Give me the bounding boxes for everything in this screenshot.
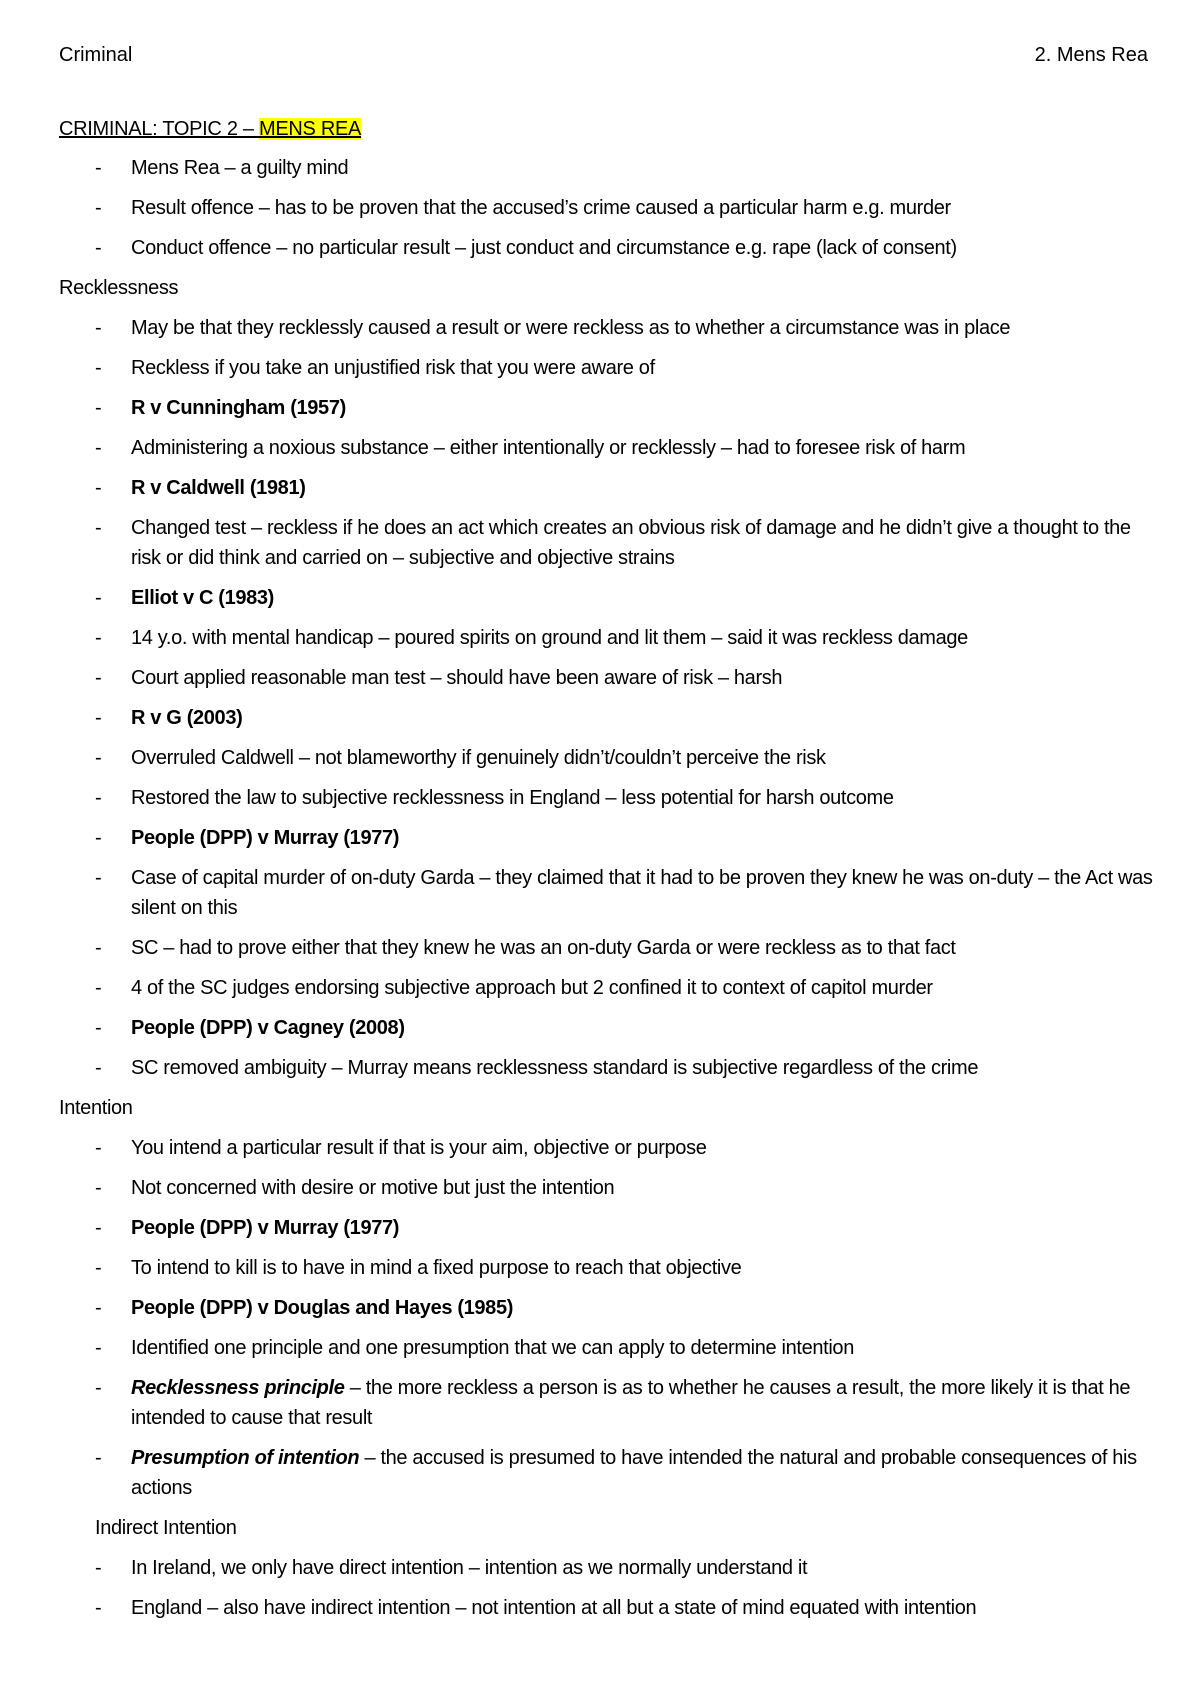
list-item-text: You intend a particular result if that is your aim, objective or purpose (131, 1137, 707, 1159)
list-item-text: To intend to kill is to have in mind a fixed purpose to reach that objective (131, 1257, 742, 1279)
list-item (57, 1053, 1157, 1083)
bullet: - (95, 1137, 102, 1159)
bullet: - (95, 197, 102, 219)
list-item-text: Conduct offence – no particular result – just conduct and circumstance e.g. rape (lack of consent) (131, 237, 957, 259)
document-body (57, 153, 1157, 1633)
case-citation (57, 703, 1157, 733)
case-citation (57, 1213, 1157, 1243)
list-item-text: Administering a noxious substance – either intentionally or recklessly – had to foresee risk of harm (131, 437, 966, 459)
list-item-text: In Ireland, we only have direct intention – intention as we normally understand it (131, 1557, 808, 1579)
list-item (57, 1443, 1157, 1503)
list-item (57, 663, 1157, 693)
case-name: People (DPP) v Douglas and Hayes (1985) (131, 1297, 514, 1319)
list-item (57, 513, 1157, 573)
case-citation (57, 1293, 1157, 1323)
bullet: - (95, 157, 102, 179)
list-item (57, 1253, 1157, 1283)
case-citation (57, 1013, 1157, 1043)
list-item (57, 1133, 1157, 1163)
list-item (57, 1593, 1157, 1623)
bullet: - (95, 587, 102, 609)
bullet: - (95, 1557, 102, 1579)
bullet: - (95, 707, 102, 729)
bullet: - (95, 397, 102, 419)
list-item-text: Overruled Caldwell – not blameworthy if genuinely didn’t/couldn’t perceive the risk (131, 747, 826, 769)
bullet: - (95, 237, 102, 259)
bullet: - (95, 1257, 102, 1279)
list-item (57, 1373, 1157, 1433)
list-item (57, 863, 1157, 923)
list-item (57, 153, 1157, 183)
bullet: - (95, 1377, 102, 1399)
list-item (57, 973, 1157, 1003)
bullet: - (95, 1017, 102, 1039)
bullet: - (95, 937, 102, 959)
bullet: - (95, 787, 102, 809)
list-item-text: Identified one principle and one presumption that we can apply to determine intention (131, 1337, 854, 1359)
case-name: R v Cunningham (1957) (131, 397, 346, 419)
list-item-text: May be that they recklessly caused a result or were reckless as to whether a circumstance was in place (131, 317, 1011, 339)
bullet: - (95, 477, 102, 499)
bullet: - (95, 1217, 102, 1239)
list-item (57, 193, 1157, 223)
list-item-text: Not concerned with desire or motive but just the intention (131, 1177, 615, 1199)
case-citation (57, 583, 1157, 613)
list-item-text: Result offence – has to be proven that the accused’s crime caused a particular harm e.g. murder (131, 197, 951, 219)
bullet: - (95, 437, 102, 459)
list-item-text: SC – had to prove either that they knew he was an on-duty Garda or were reckless as to that fact (131, 937, 956, 959)
bullet: - (95, 667, 102, 689)
bullet: - (95, 747, 102, 769)
header-left: Criminal (59, 44, 133, 66)
list-item (57, 623, 1157, 653)
list-item (57, 313, 1157, 343)
title-highlight: MENS REA (259, 118, 362, 140)
list-item-text: Case of capital murder of on-duty Garda – they claimed that it had to be proven they knew he was on-duty – the Act was silent on this (131, 867, 1153, 919)
list-item (57, 1173, 1157, 1203)
list-item (57, 353, 1157, 383)
list-item-text: Restored the law to subjective recklessness in England – less potential for harsh outcome (131, 787, 894, 809)
section-heading-intention: Intention (59, 1097, 133, 1119)
case-name: People (DPP) v Murray (1977) (131, 827, 400, 849)
list-item-text: England – also have indirect intention – not intention at all but a state of mind equated with intention (131, 1597, 977, 1619)
list-item-text: Changed test – reckless if he does an act which creates an obvious risk of damage and he didn’t give a thought to the risk or did think and carried on – subjective and objective strains (131, 517, 1131, 569)
list-item-text: 4 of the SC judges endorsing subjective approach but 2 confined it to context of capitol murder (131, 977, 933, 999)
bullet: - (95, 1447, 102, 1469)
bullet: - (95, 357, 102, 379)
list-item-text: Reckless if you take an unjustified risk that you were aware of (131, 357, 655, 379)
list-item-text: Court applied reasonable man test – should have been aware of risk – harsh (131, 667, 783, 689)
case-citation (57, 473, 1157, 503)
list-item-text: Mens Rea – a guilty mind (131, 157, 349, 179)
subsection-heading-indirect-intention: Indirect Intention (95, 1517, 237, 1539)
list-item (57, 933, 1157, 963)
list-item-text: 14 y.o. with mental handicap – poured spirits on ground and lit them – said it was reckless damage (131, 627, 968, 649)
case-name: R v G (2003) (131, 707, 243, 729)
bullet: - (95, 317, 102, 339)
bullet: - (95, 517, 102, 539)
list-item-text: SC removed ambiguity – Murray means recklessness standard is subjective regardless of the crime (131, 1057, 979, 1079)
case-name: People (DPP) v Murray (1977) (131, 1217, 400, 1239)
bullet: - (95, 867, 102, 889)
list-item (57, 1553, 1157, 1583)
case-citation (57, 823, 1157, 853)
doc-title (59, 118, 361, 141)
bullet: - (95, 977, 102, 999)
bullet: - (95, 1297, 102, 1319)
definition-presumption-of-intention: – the accused is presumed to have intended the natural and probable consequences of his actions (131, 1447, 1137, 1499)
title-prefix: CRIMINAL: TOPIC 2 – (59, 118, 259, 140)
section-heading-recklessness: Recklessness (59, 277, 179, 299)
case-name: People (DPP) v Cagney (2008) (131, 1017, 405, 1039)
case-name: R v Caldwell (1981) (131, 477, 306, 499)
bullet: - (95, 627, 102, 649)
bullet: - (95, 1337, 102, 1359)
list-item-text (131, 1443, 1157, 1503)
case-name: Elliot v C (1983) (131, 587, 274, 609)
page-header (59, 44, 1148, 67)
bullet: - (95, 1597, 102, 1619)
header-right: 2. Mens Rea (1034, 44, 1148, 66)
term-recklessness-principle: Recklessness principle (131, 1377, 345, 1399)
bullet: - (95, 827, 102, 849)
list-item (57, 1333, 1157, 1363)
list-item (57, 783, 1157, 813)
list-item-text (131, 1373, 1157, 1433)
case-citation (57, 393, 1157, 423)
list-item (57, 433, 1157, 463)
term-presumption-of-intention: Presumption of intention (131, 1447, 360, 1469)
list-item (57, 743, 1157, 773)
bullet: - (95, 1057, 102, 1079)
definition-recklessness-principle: – the more reckless a person is as to whether he causes a result, the more likely it is that he intended to cause that result (131, 1377, 1131, 1429)
bullet: - (95, 1177, 102, 1199)
list-item (57, 233, 1157, 263)
